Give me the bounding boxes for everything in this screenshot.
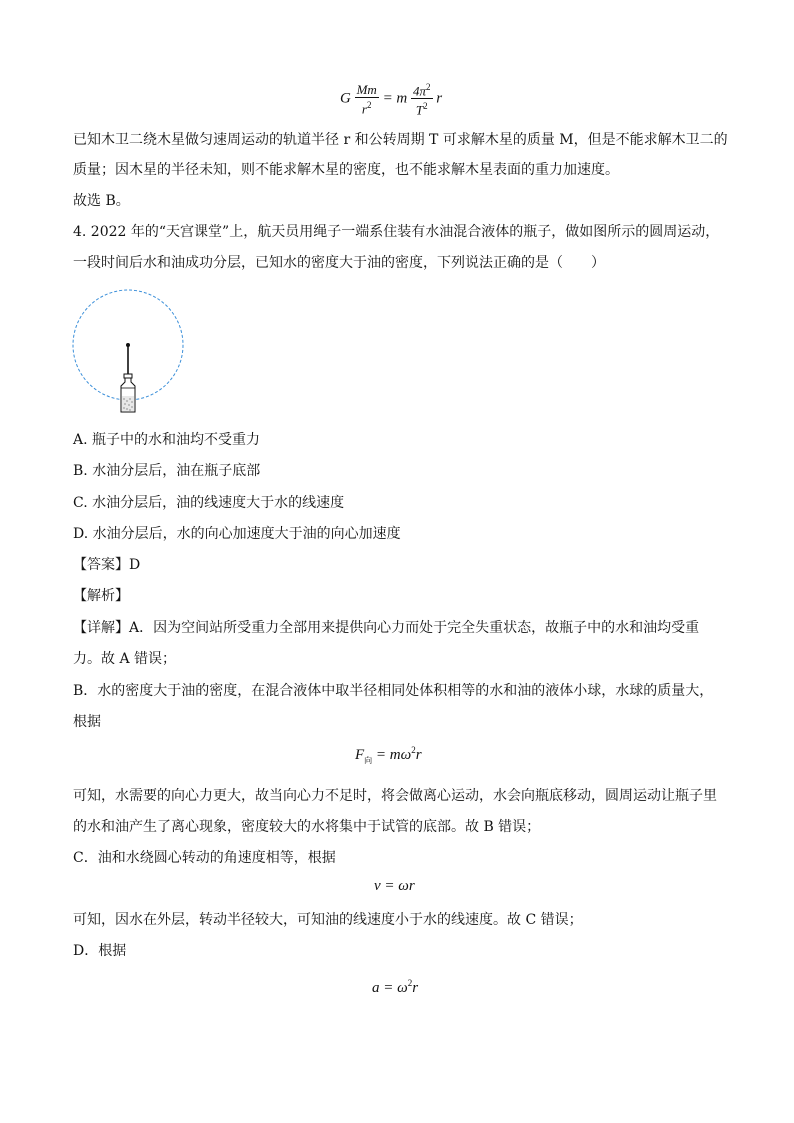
exponent: 2	[423, 101, 428, 112]
fraction-denominator	[411, 99, 433, 117]
detail-tag: 【详解】	[73, 620, 129, 636]
detail-b-line4: 的水和油产生了离心现象，密度较大的水将集中于试管的底部。故 B 错误；	[73, 819, 541, 835]
fraction-numerator	[411, 80, 433, 99]
fraction-period	[411, 80, 433, 118]
detail-c-line2: 可知，因水在外层，转动半径较大，可知油的线速度小于水的线速度。故 C 错误；	[73, 912, 583, 928]
answer-line	[73, 555, 140, 575]
exponent: 2	[366, 99, 372, 110]
question-4-line2: 一段时间后水和油成功分层，已知水的密度大于油的密度，下列说法正确的是（ ）	[73, 255, 605, 271]
para1-line1: 已知木卫二绕木星做匀速周运动的轨道半径 r 和公转周期 T 可求解木星的质量 M，但是不能求解木卫二的	[73, 132, 728, 148]
fraction-numerator: Mm	[356, 81, 377, 97]
formula-gravitation	[340, 80, 442, 118]
formula-symbol: r	[415, 747, 422, 763]
formula-symbol: r	[436, 90, 443, 107]
option-d: D. 水油分层后，水的向心加速度大于油的向心加速度	[73, 526, 401, 542]
formula-symbol: v = ωr	[374, 878, 415, 894]
exponent: 2	[407, 978, 413, 988]
choose-line: 故选 B。	[73, 193, 130, 209]
answer-value: D	[129, 557, 141, 573]
denominator-symbol: T	[415, 102, 424, 118]
detail-b-line2: 根据	[73, 714, 101, 730]
detail-a-text: A．因为空间站所受重力全部用来提供向心力而处于完全失重状态，故瓶子中的水和油均受重	[129, 620, 700, 636]
detail-a-line2: 力。故 A 错误；	[73, 651, 177, 667]
formula-centripetal-acceleration	[372, 978, 418, 997]
analysis-tag: 【解析】	[73, 588, 129, 604]
formula-symbol: G	[340, 90, 351, 107]
exponent: 2	[411, 745, 416, 755]
numerator-symbol: 4π	[413, 83, 427, 99]
formula-linear-velocity	[374, 878, 415, 895]
detail-c-line1: C．油和水绕圆心转动的角速度相等，根据	[73, 850, 336, 866]
equals-term: = m	[382, 90, 408, 107]
detail-b-line3: 可知，水需要的向心力更大，故当向心力不足时，将会做离心运动，水会向瓶底移动，圆周运动让瓶子里	[73, 788, 717, 804]
subscript: 向	[364, 756, 373, 765]
detail-b-line1: B．水的密度大于油的密度，在混合液体中取半径相同处体积相等的水和油的液体小球，水球的质量大，	[73, 683, 714, 699]
formula-symbol: = mω	[375, 747, 412, 763]
question-4-line1: 4. 2022 年的“天宫课堂”上，航天员用绳子一端系住装有水油混合液体的瓶子，做如图所示的圆周运动，	[73, 224, 720, 240]
option-b: B. 水油分层后，油在瓶子底部	[73, 463, 261, 479]
denominator-symbol: r	[361, 100, 367, 116]
bottle-cap	[124, 374, 132, 378]
fraction-denominator	[355, 98, 379, 116]
formula-symbol: F	[355, 747, 365, 763]
formula-symbol: a = ω	[372, 980, 408, 996]
detail-a-line1	[73, 618, 699, 638]
formula-symbol: r	[412, 980, 419, 996]
exponent: 2	[426, 82, 431, 92]
option-a: A. 瓶子中的水和油均不受重力	[73, 432, 261, 448]
detail-d-line1: D．根据	[73, 943, 127, 959]
fraction-mass	[355, 82, 379, 116]
liquid-layer	[122, 396, 134, 411]
option-c: C. 水油分层后，油的线速度大于水的线速度	[73, 495, 345, 511]
circular-motion-figure	[70, 288, 188, 418]
para1-line2: 质量；因木星的半径未知，则不能求解木星的密度，也不能求解木星表面的重力加速度。	[73, 162, 619, 178]
answer-tag: 【答案】	[73, 557, 129, 573]
formula-centripetal-force	[355, 745, 422, 766]
